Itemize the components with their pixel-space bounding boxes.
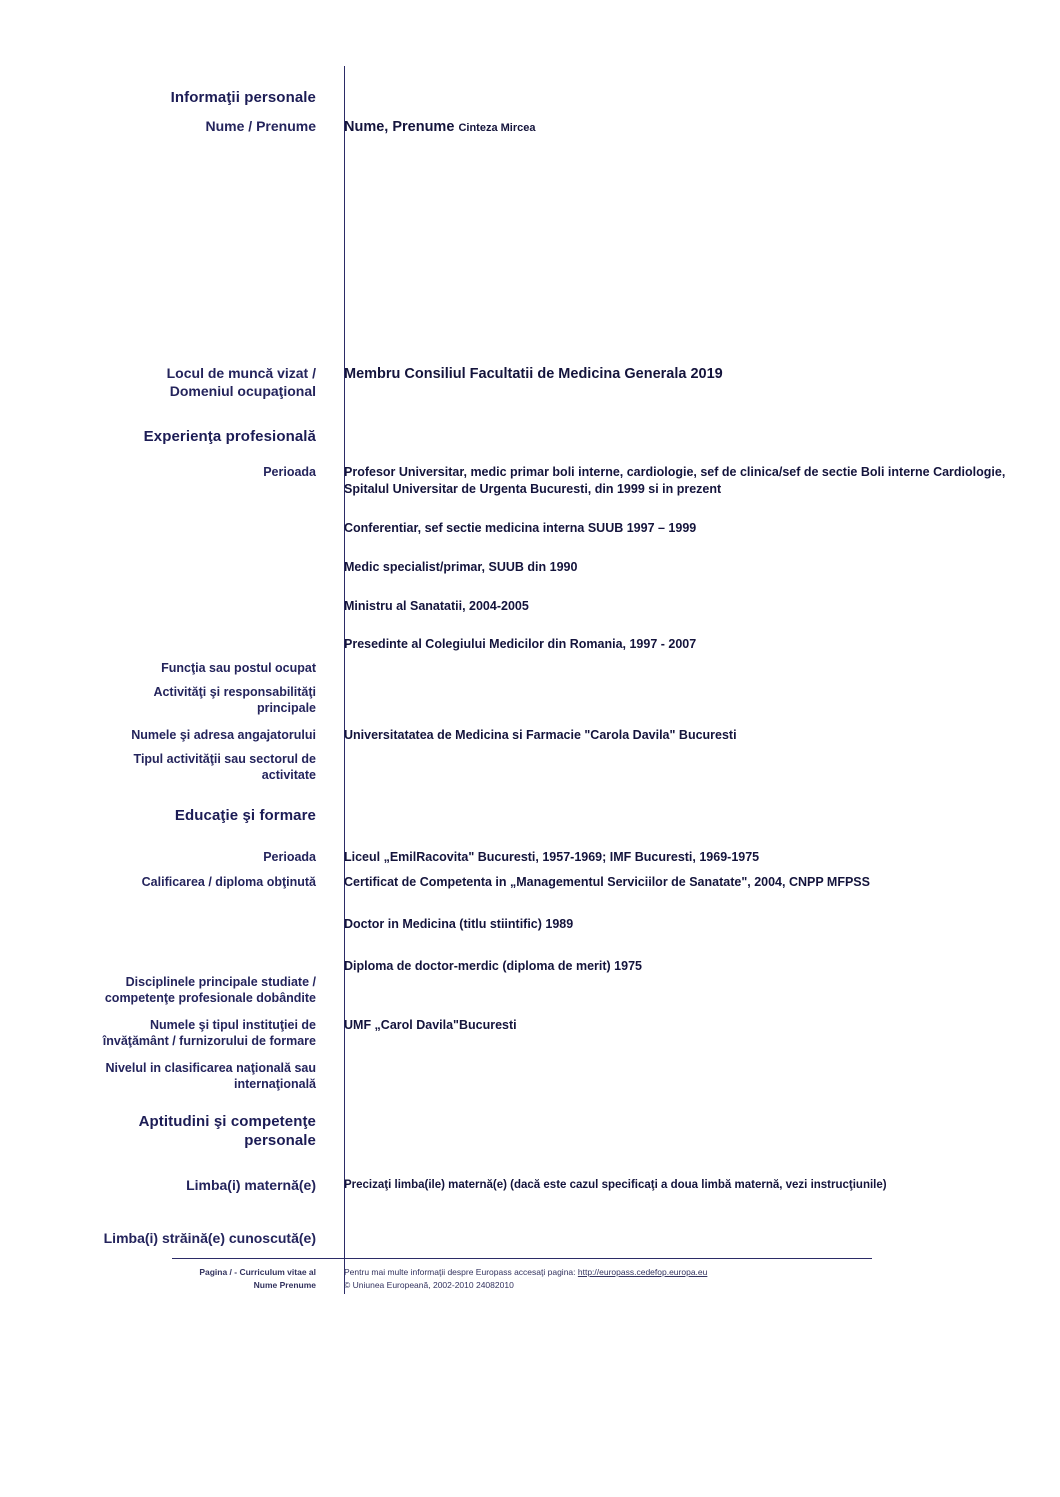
label-discipline-line2: competenţe profesionale dobândite: [104, 991, 316, 1005]
label-institutie-line1: Numele şi tipul instituţiei de: [150, 1018, 316, 1032]
label-activitati-line1: Activităţi şi responsabilităţi: [153, 685, 316, 699]
section-educatie-formare: [0, 806, 1060, 825]
experience-entry: Medic specialist/primar, SUUB din 1990: [344, 559, 578, 574]
label-tipul-activitatii-line2: activitate: [261, 768, 316, 782]
label-locul-de-munca-line2: Domeniul ocupaţional: [169, 382, 316, 399]
label-locul-de-munca-line1: Locul de muncă vizat /: [166, 365, 316, 381]
field-numele-tipul-institutiei: [0, 1017, 1060, 1049]
field-calificarea-diploma: [0, 874, 1060, 975]
field-limba-materna: [0, 1177, 1060, 1195]
value-activitati-responsabilitati: [330, 684, 1030, 716]
label-limba-straina: Limba(i) străină(e) cunoscută(e): [103, 1230, 316, 1246]
field-nivelul-clasificare: [0, 1060, 1060, 1092]
value-nume-prenume-main: Nume, Prenume: [344, 119, 455, 135]
section-informatii-personale: [0, 88, 1060, 107]
value-numele-adresa-angajator: Universitatatea de Medicina si Farmacie "Carola Davila" Bucuresti: [344, 728, 737, 742]
label-calificarea-diploma: Calificarea / diploma obţinută: [141, 875, 316, 889]
value-nume-prenume: [330, 118, 1030, 138]
footer-divider: [172, 1258, 872, 1259]
field-locul-de-munca: [0, 365, 1060, 401]
section-label-educatie-formare: Educaţie şi formare: [174, 807, 316, 824]
education-entry: Certificat de Competenta in „Managementul Serviciilor de Sanatate", 2004, CNPP MFPSS: [344, 875, 870, 889]
experience-entry: Presedinte al Colegiului Medicilor din Romania, 1997 - 2007: [344, 637, 697, 652]
label-activitati-line2: principale: [256, 701, 316, 715]
value-tipul-activitatii: [330, 751, 1030, 783]
field-tipul-activitatii: [0, 751, 1060, 783]
value-perioada-experienta: [330, 464, 1030, 653]
field-perioada-experienta: [0, 464, 1060, 653]
section-aptitudini-competente: [0, 1112, 1060, 1150]
section-value-experienta-profesionala: [330, 427, 1030, 446]
section-aptitudini-line2: personale: [244, 1132, 316, 1150]
field-nume-prenume: [0, 118, 1060, 138]
footer-right-line2: © Uniunea Europeană, 2002-2010 24082010: [344, 1279, 514, 1290]
label-perioada-educatie: Perioada: [263, 850, 316, 864]
label-functia-postul: Funcţia sau postul ocupat: [161, 661, 316, 675]
label-numele-tipul-institutiei: [0, 1017, 330, 1049]
value-nume-prenume-sub: Cinteza Mircea: [458, 122, 536, 134]
label-discipline-principale: [0, 974, 330, 1006]
footer-right: [330, 1266, 1030, 1292]
value-discipline-principale: [330, 974, 1030, 1006]
page-footer: [0, 1266, 1060, 1292]
label-tipul-activitatii-line1: Tipul activităţii sau sectorul de: [133, 752, 316, 766]
label-perioada-experienta: Perioada: [263, 465, 316, 479]
section-label-informatii-personale: Informaţii personale: [170, 89, 316, 106]
section-label-experienta-profesionala: Experienţa profesională: [143, 428, 316, 445]
section-aptitudini-line1: Aptitudini şi competenţe: [138, 1113, 316, 1130]
value-perioada-educatie: Liceul „EmilRacovita" Bucuresti, 1957-1969; IMF Bucuresti, 1969-1975: [344, 850, 760, 864]
section-label-aptitudini-competente: [0, 1112, 330, 1150]
field-discipline-principale: [0, 974, 1060, 1006]
education-entry: Doctor in Medicina (titlu stiintific) 1989: [344, 916, 574, 931]
label-nivel-line2: internaţională: [234, 1077, 316, 1091]
label-nivelul-clasificare: [0, 1060, 330, 1092]
value-locul-de-munca: Membru Consiliul Facultatii de Medicina Generala 2019: [344, 366, 723, 382]
experience-entry: Profesor Universitar, medic primar boli interne, cardiologie, sef de clinica/sef de sectie Boli interne Cardiologie, Spitalul Universitar de Urgenta Bucuresti, din 1999 si in prezent: [344, 465, 1006, 496]
value-nivelul-clasificare: [330, 1060, 1030, 1092]
label-nume-prenume: Nume / Prenume: [205, 118, 316, 134]
experience-entry: Ministru al Sanatatii, 2004-2005: [344, 598, 529, 613]
field-numele-adresa-angajator: [0, 727, 1060, 744]
label-discipline-line1: Disciplinele principale studiate /: [125, 975, 316, 989]
footer-left-line1: Pagina / - Curriculum vitae al: [199, 1267, 316, 1277]
value-limba-straina: [330, 1230, 1030, 1248]
field-activitati-responsabilitati: [0, 684, 1060, 716]
value-numele-tipul-institutiei: UMF „Carol Davila"Bucuresti: [344, 1018, 517, 1032]
label-limba-materna: Limba(i) maternă(e): [186, 1177, 316, 1193]
label-institutie-line2: învăţământ / furnizorului de formare: [102, 1034, 316, 1048]
value-calificarea-diploma: [330, 874, 1030, 975]
field-perioada-educatie: [0, 849, 1060, 866]
section-value-informatii-personale: [330, 88, 1030, 107]
footer-right-line1: [344, 1266, 1030, 1279]
experience-entry: Conferentiar, sef sectie medicina interna SUUB 1997 – 1999: [344, 520, 697, 535]
label-activitati-responsabilitati: [0, 684, 330, 716]
label-numele-adresa-angajator: Numele şi adresa angajatorului: [131, 728, 316, 742]
europass-link[interactable]: http://europass.cedefop.europa.eu: [577, 1267, 708, 1277]
field-limba-straina: [0, 1230, 1060, 1248]
label-nivel-line1: Nivelul in clasificarea naţională sau: [105, 1061, 316, 1075]
footer-info-text: Pentru mai multe informaţii despre Europass accesaţi pagina:: [344, 1267, 578, 1277]
section-value-aptitudini-competente: [330, 1112, 1030, 1150]
footer-left-line2: Nume Prenume: [253, 1279, 316, 1290]
section-value-educatie-formare: [330, 806, 1030, 825]
education-entry: Diploma de doctor-merdic (diploma de merit) 1975: [344, 958, 642, 973]
value-limba-materna: Precizaţi limba(ile) maternă(e) (dacă este cazul specificaţi a doua limbă maternă, vezi instrucţiunile): [344, 1179, 887, 1191]
value-functia-postul: [330, 660, 1030, 676]
section-experienta-profesionala: [0, 427, 1060, 446]
label-tipul-activitatii: [0, 751, 330, 783]
label-locul-de-munca: [0, 365, 330, 401]
footer-left: [0, 1266, 330, 1292]
field-functia-postul: [0, 660, 1060, 676]
